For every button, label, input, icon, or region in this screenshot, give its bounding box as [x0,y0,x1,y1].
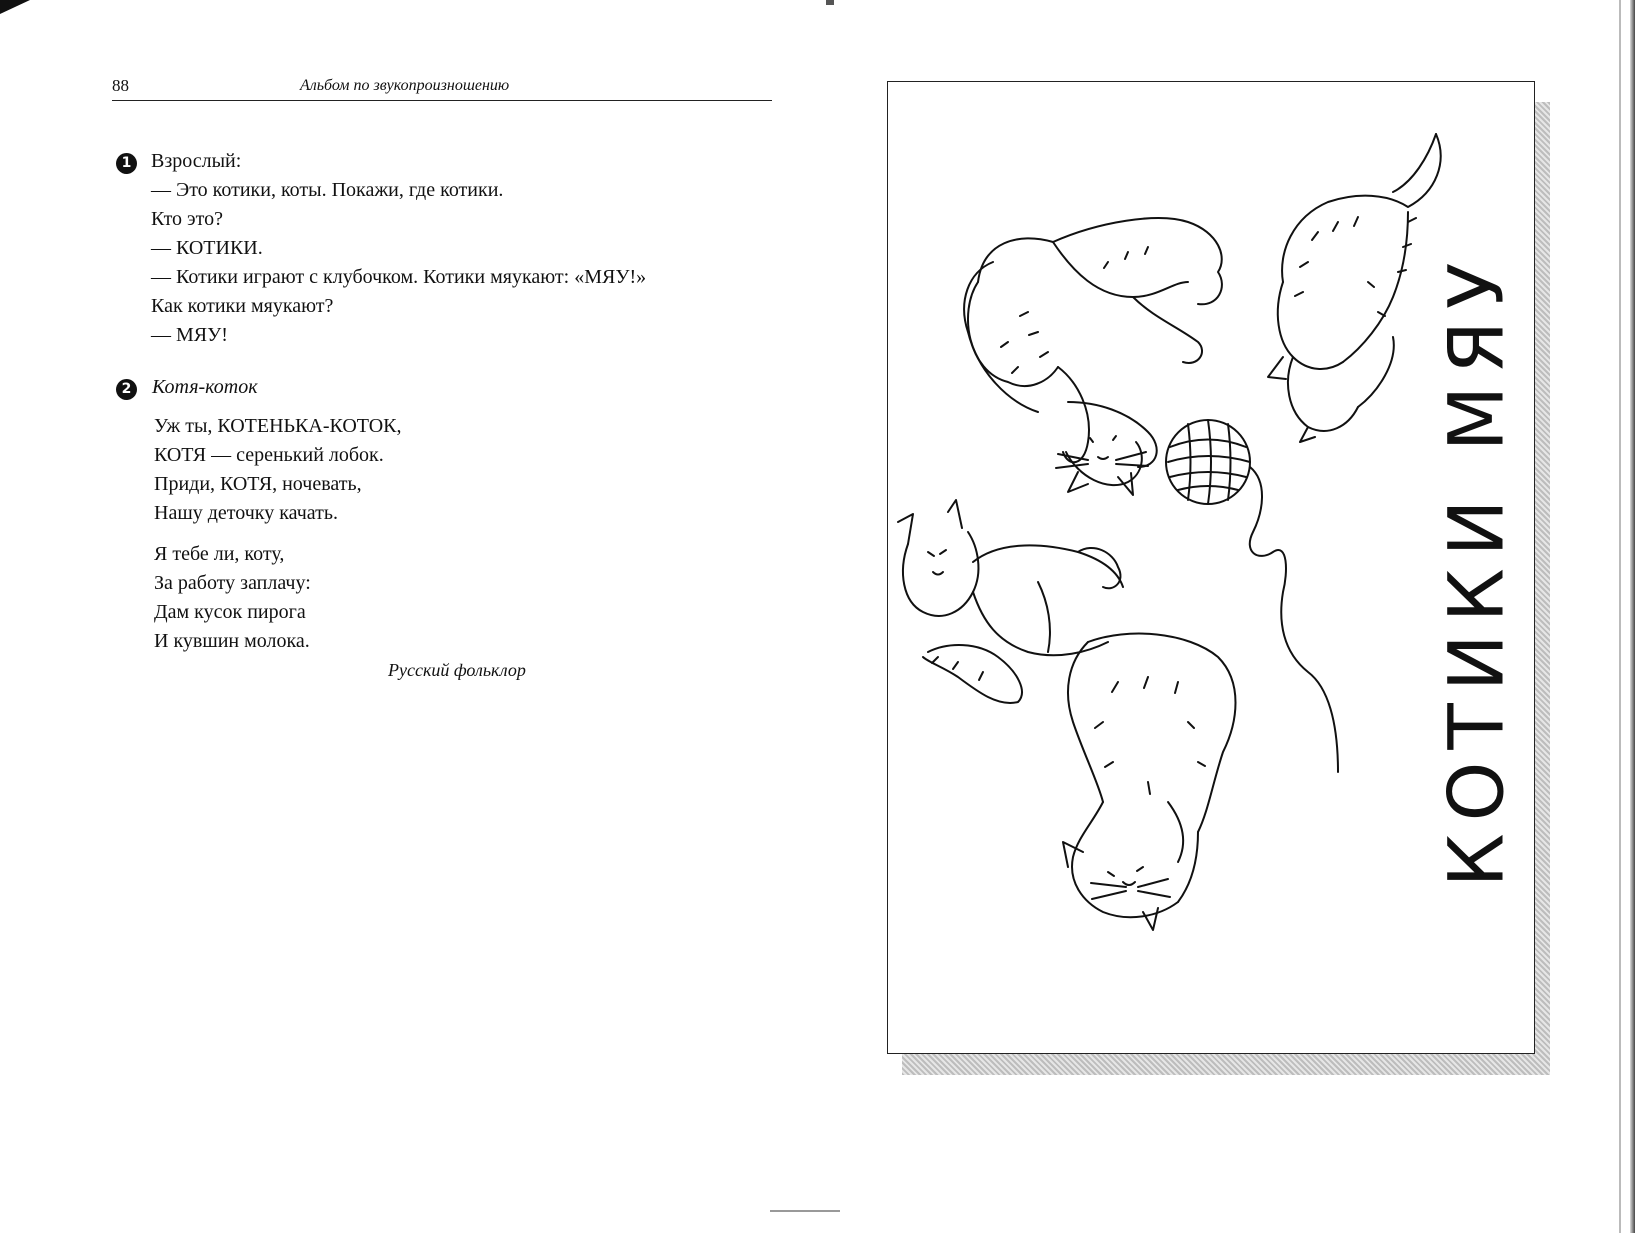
scan-page-edge-line [1619,0,1621,1233]
poem-credit: Русский фольклор [388,660,526,680]
scan-corner-mark [0,0,30,14]
page-header [112,76,772,101]
dialogue-line: — Котики играют с клубочком. Котики мяукают: «МЯУ!» [151,266,647,288]
section-number-badge-2: 2 [116,379,137,400]
dialogue-line: Кто это? [151,208,223,230]
kitten-left-drawing [898,500,1123,703]
poem-line: Дам кусок пирога [154,601,306,623]
dialogue-line: Как котики мяукают? [151,295,334,317]
poem-line: И кувшин молока. [154,630,310,652]
running-title: Альбом по звукопроизношению [300,77,510,94]
card-caption: КОТИКИ МЯУ [1431,250,1521,888]
poem-line: Нашу деточку качать. [154,502,338,524]
poem-line: За работу заплачу: [154,572,311,594]
dialogue-line: — КОТИКИ. [151,237,263,259]
page-number: 88 [112,76,129,95]
scan-top-mark [826,0,834,5]
scan-right-edge [1630,0,1635,1233]
scan-bottom-mark [770,1210,840,1212]
picture-card [887,81,1535,1054]
dialogue-line: Взрослый: [151,150,242,172]
poem-line: Уж ты, КОТЕНЬКА-КОТОК, [154,415,402,437]
fluffy-cat-drawing [1063,634,1236,930]
poem-line: Приди, КОТЯ, ночевать, [154,473,362,495]
dialogue-line: — МЯУ! [151,324,228,346]
poem-title: Котя-коток [152,376,258,398]
poem-line: Я тебе ли, коту, [154,543,285,565]
cat-with-yarn-drawing [964,218,1222,495]
dialogue-line: — Это котики, коты. Покажи, где котики. [151,179,504,201]
kitten-top-right-drawing [1268,134,1441,442]
poem-line: КОТЯ — серенький лобок. [154,444,384,466]
section-number-badge-1: 1 [116,153,137,174]
yarn-ball-drawing [1166,420,1338,772]
